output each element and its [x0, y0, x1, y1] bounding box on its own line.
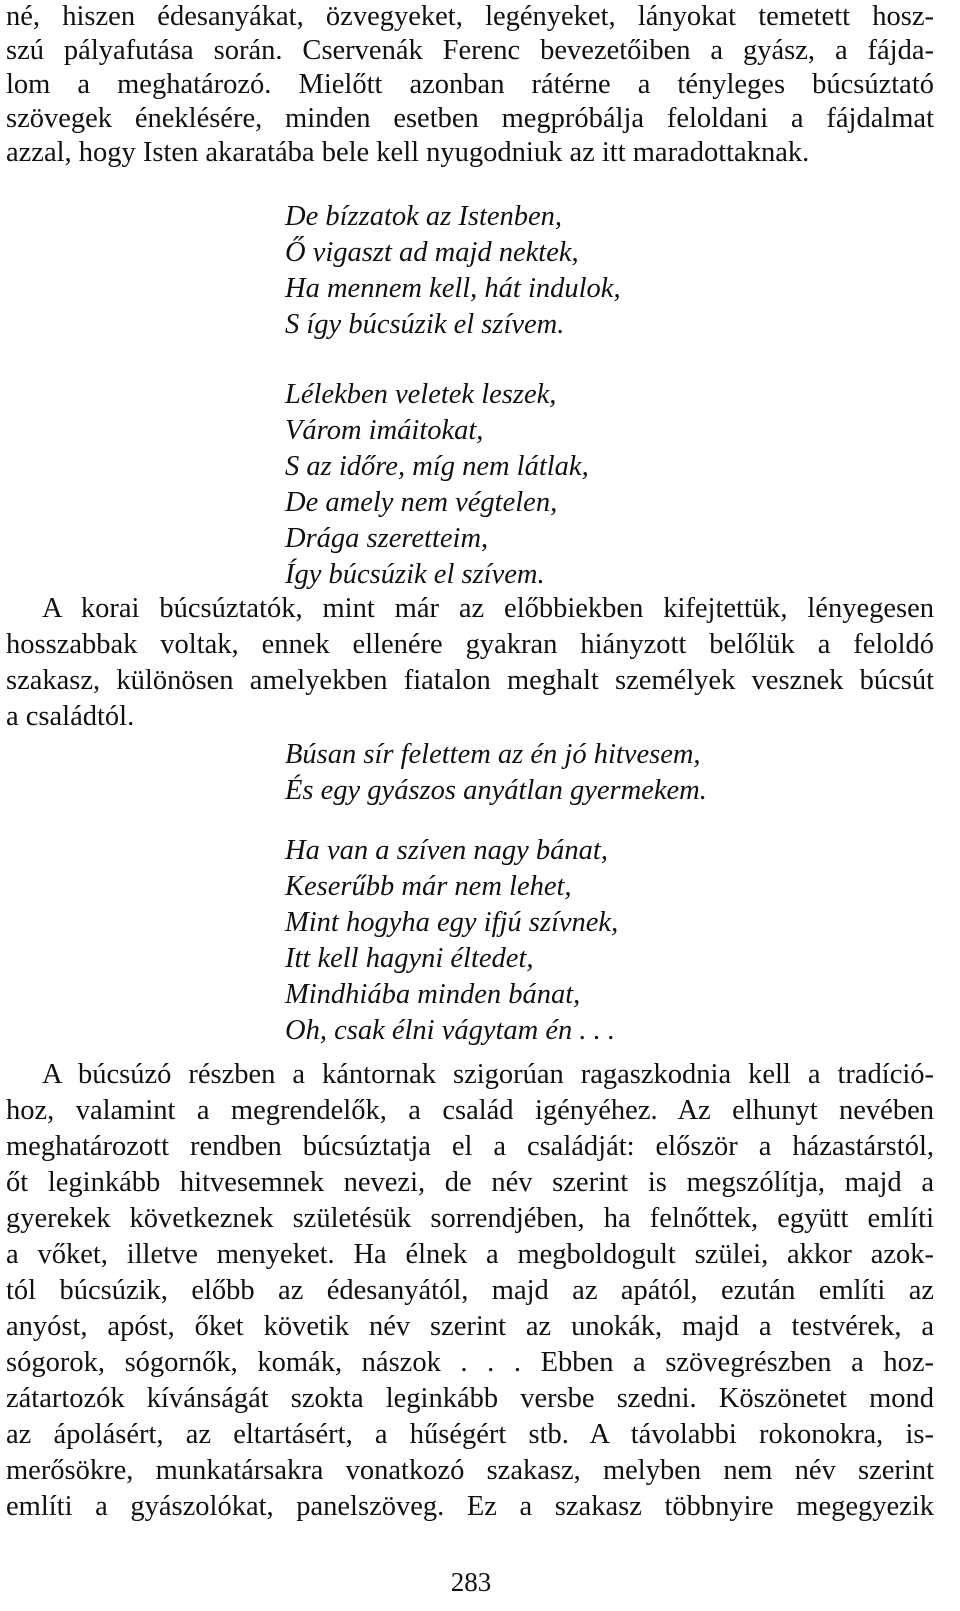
verse-line: Mindhiába minden bánat, — [285, 979, 581, 1010]
verse-line: Lélekben veletek leszek, — [285, 379, 557, 410]
verse-line: Ha mennem kell, hát indulok, — [285, 273, 621, 304]
verse-line: Ha van a szíven nagy bánat, — [285, 835, 608, 866]
verse-line: Itt kell hagyni éltedet, — [285, 943, 534, 974]
verse-line: És egy gyászos anyátlan gyermekem. — [285, 775, 707, 806]
text-line: hoz, valamint a megrendelők, a család igényéhez. Az elhunyt nevében — [6, 1095, 934, 1126]
text-line: szakasz, különösen amelyekben fiatalon meghalt személyek vesznek búcsút — [6, 665, 934, 696]
verse-line: Így búcsúzik el szívem. — [285, 559, 545, 590]
text-line: a családtól. — [6, 701, 135, 732]
text-line: A búcsúzó részben a kántornak szigorúan ragaszkodnia kell a tradíció- — [42, 1059, 934, 1090]
text-line: tól búcsúzik, előbb az édesanyától, majd az apától, ezután említi az — [6, 1275, 934, 1306]
text-line: szú pályafutása során. Cservenák Ferenc bevezetőiben a gyász, a fájda- — [6, 35, 934, 66]
verse-line: S így búcsúzik el szívem. — [285, 309, 565, 340]
text-line: A korai búcsúztatók, mint már az előbbiekben kifejtettük, lényegesen — [42, 593, 934, 624]
verse-line: Búsan sír felettem az én jó hitvesem, — [285, 739, 701, 770]
text-line: az ápolásért, az eltartásért, a hűségért stb. A távolabbi rokonokra, is- — [6, 1419, 934, 1450]
text-line: sógorok, sógornők, komák, nászok . . . Ebben a szövegrészben a hoz- — [6, 1347, 934, 1378]
verse-line: Drága szeretteim, — [285, 523, 489, 554]
verse-line: Várom imáitokat, — [285, 415, 484, 446]
text-line: szövegek éneklésére, minden esetben megpróbálja feloldani a fájdalmat — [6, 103, 934, 134]
text-line: meghatározott rendben búcsúztatja el a családját: először a házastárstól, — [6, 1131, 934, 1162]
text-line: lom a meghatározó. Mielőtt azonban rátérne a tényleges búcsúztató — [6, 69, 934, 100]
text-line: né, hiszen édesanyákat, özvegyeket, legényeket, lányokat temetett hosz- — [6, 1, 934, 32]
verse-line: Oh, csak élni vágytam én . . . — [285, 1015, 616, 1046]
verse-line: Mint hogyha egy ifjú szívnek, — [285, 907, 619, 938]
page-number: 283 — [450, 1567, 492, 1597]
text-line: őt leginkább hitvesemnek nevezi, de név szerint is megszólítja, majd a — [6, 1167, 934, 1198]
text-line: említi a gyászolókat, panelszöveg. Ez a szakasz többnyire megegyezik — [6, 1491, 934, 1522]
text-line: a vőket, illetve menyeket. Ha élnek a megboldogult szülei, akkor azok- — [6, 1239, 934, 1270]
text-line: anyóst, apóst, őket követik név szerint az unokák, majd a testvérek, a — [6, 1311, 934, 1342]
text-line: hosszabbak voltak, ennek ellenére gyakran hiányzott belőlük a feloldó — [6, 629, 934, 660]
verse-line: De amely nem végtelen, — [285, 487, 558, 518]
verse-line: Keserűbb már nem lehet, — [285, 871, 572, 902]
text-line: merősökre, munkatársakra vonatkozó szakasz, melyben nem név szerint — [6, 1455, 934, 1486]
verse-line: Ő vigaszt ad majd nektek, — [285, 237, 579, 268]
text-line: azzal, hogy Isten akaratába bele kell nyugodniuk az itt maradottaknak. — [6, 137, 810, 168]
verse-line: S az időre, míg nem látlak, — [285, 451, 589, 482]
text-line: gyerekek következnek születésük sorrendjében, ha felnőttek, együtt említi — [6, 1203, 934, 1234]
text-line: zátartozók kívánságát szokta leginkább versbe szedni. Köszönetet mond — [6, 1383, 934, 1414]
verse-line: De bízzatok az Istenben, — [285, 201, 563, 232]
